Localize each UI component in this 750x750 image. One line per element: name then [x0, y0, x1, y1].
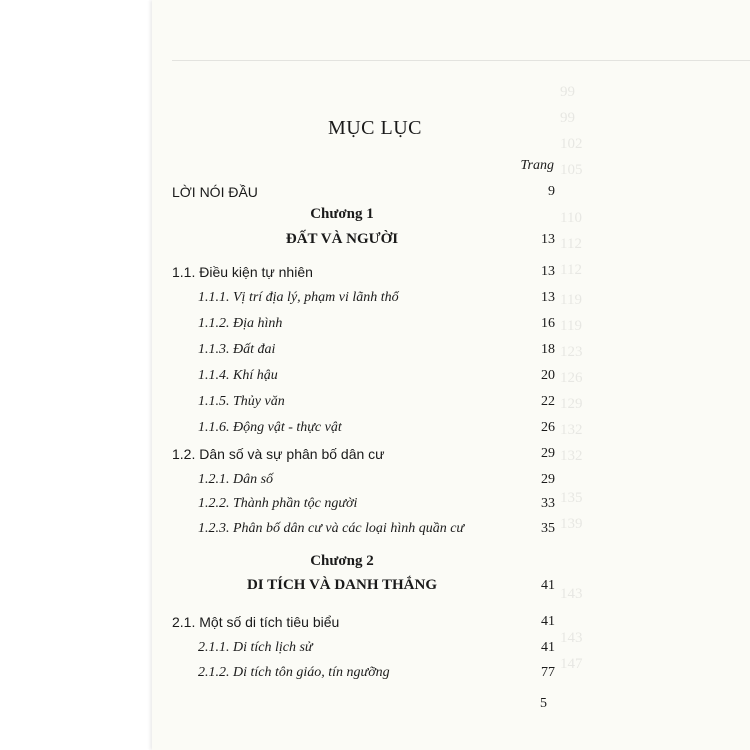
toc-subsection: 2.1.2. Di tích tôn giáo, tín ngưỡng: [198, 665, 390, 680]
toc-subsection: 2.1.1. Di tích lịch sử: [198, 640, 313, 655]
show-through-mark: 132: [560, 448, 583, 464]
toc-page-number: 77: [541, 665, 555, 680]
toc-page-number: 9: [548, 184, 555, 199]
toc-page-number: 29: [541, 446, 555, 461]
toc-subsection: 1.1.6. Động vật - thực vật: [198, 420, 342, 435]
chapter-title: DI TÍCH VÀ DANH THẮNG: [246, 577, 438, 593]
toc-page-number: 16: [541, 316, 555, 331]
show-through-mark: 110: [560, 210, 582, 226]
show-through-mark: 123: [560, 344, 583, 360]
toc-title: MỤC LỤC: [327, 117, 423, 139]
show-through-mark: 139: [560, 516, 583, 532]
toc-section: 2.1. Một số di tích tiêu biểu: [172, 614, 340, 630]
page-folio-number: 5: [540, 696, 547, 711]
page-column-header: Trang: [520, 158, 554, 173]
show-through-mark: 112: [560, 236, 582, 252]
toc-page-number: 20: [541, 368, 555, 383]
show-through-mark: 129: [560, 396, 583, 412]
chapter-title: ĐẤT VÀ NGƯỜI: [285, 231, 399, 247]
show-through-mark: 143: [560, 586, 583, 602]
toc-subsection: 1.1.5. Thủy văn: [198, 394, 285, 409]
show-through-mark: 112: [560, 262, 582, 278]
toc-page-number: 35: [541, 521, 555, 536]
toc-subsection: 1.1.1. Vị trí địa lý, phạm vi lãnh thổ: [198, 290, 399, 305]
chapter-label: Chương 2: [310, 553, 374, 569]
toc-page-number: 22: [541, 394, 555, 409]
toc-entry-preface: LỜI NÓI ĐẦU: [172, 184, 258, 200]
show-through-mark: 119: [560, 318, 582, 334]
toc-subsection: 1.2.2. Thành phần tộc người: [198, 496, 358, 511]
toc-page-number: 41: [541, 614, 555, 629]
show-through-mark: 105: [560, 162, 583, 178]
show-through-mark: 102: [560, 136, 583, 152]
toc-page-number: 13: [541, 264, 555, 279]
show-through-mark: 99: [560, 84, 575, 100]
toc-section: 1.1. Điều kiện tự nhiên: [172, 264, 313, 280]
show-through-mark: 119: [560, 292, 582, 308]
show-through-mark: 132: [560, 422, 583, 438]
toc-page-number: 33: [541, 496, 555, 511]
toc-page-number: 18: [541, 342, 555, 357]
show-through-mark: 99: [560, 110, 575, 126]
toc-subsection: 1.1.3. Đất đai: [198, 342, 276, 357]
toc-subsection: 1.2.3. Phân bố dân cư và các loại hình quần cư: [198, 521, 465, 536]
toc-page-number: 13: [541, 290, 555, 305]
toc-section: 1.2. Dân số và sự phân bố dân cư: [172, 446, 385, 462]
show-through-rule: [172, 60, 750, 61]
show-through-mark: 126: [560, 370, 583, 386]
toc-subsection: 1.1.2. Địa hình: [198, 316, 283, 331]
toc-page-number: 26: [541, 420, 555, 435]
show-through-mark: 147: [560, 656, 583, 672]
toc-page-number: 41: [541, 640, 555, 655]
chapter-label: Chương 1: [310, 206, 374, 222]
show-through-mark: 143: [560, 630, 583, 646]
toc-page-number: 13: [541, 232, 555, 247]
show-through-mark: 135: [560, 490, 583, 506]
toc-page-number: 41: [541, 578, 555, 593]
toc-page-number: 29: [541, 472, 555, 487]
toc-subsection: 1.1.4. Khí hậu: [198, 368, 278, 383]
toc-subsection: 1.2.1. Dân số: [198, 472, 274, 487]
